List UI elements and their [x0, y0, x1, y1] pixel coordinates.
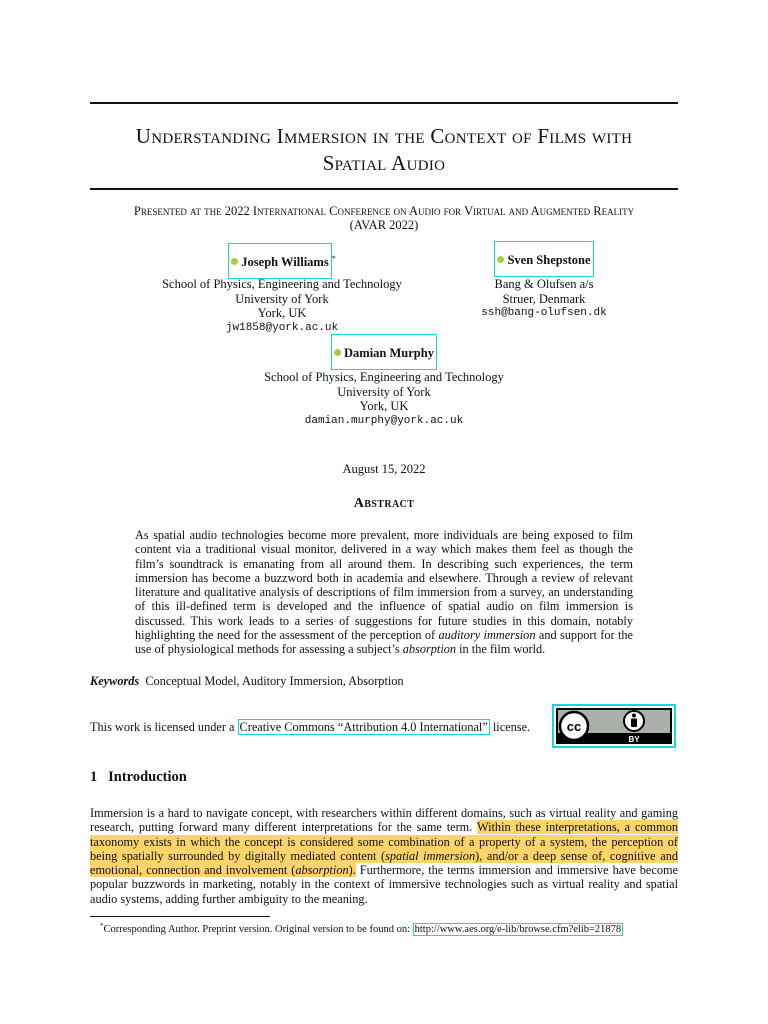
highlight-annotation[interactable]: Within these interpretations, a common taxonomy exists in which the concept is considered some combination of a property of a system, the perception of being spatially surrounded by digitally mediated content (spatial immersion), and/or a deep sense of, cognitive and emotional, connection and involvement (absorption).: [90, 820, 678, 878]
title-line-2: Spatial Audio: [322, 151, 446, 175]
footnote: *Corresponding Author. Preprint version. Original version to be found on: http://www.aes.org/e-lib/browse.cfm?elib=21878: [100, 922, 622, 935]
author-institution: University of York: [235, 291, 329, 306]
author-name-shepstone[interactable]: Sven Shepstone: [494, 241, 593, 277]
footnote-link[interactable]: http://www.aes.org/e-lib/browse.cfm?elib=21878: [414, 924, 622, 935]
author-email[interactable]: damian.murphy@york.ac.uk: [304, 414, 464, 427]
author-name-murphy[interactable]: Damian Murphy: [331, 334, 437, 370]
paper-date: August 15, 2022: [342, 462, 426, 476]
license-line: This work is licensed under a Creative Commons “Attribution 4.0 International” license.: [90, 720, 531, 734]
title-bottom-rule: [90, 188, 678, 190]
keywords: [90, 674, 678, 688]
paper-title: [0, 124, 768, 176]
presented-at: [0, 204, 768, 232]
orcid-icon[interactable]: [497, 256, 504, 263]
cc-by-label: BY: [628, 735, 640, 744]
top-rule: [90, 102, 678, 104]
presented-line-2: (AVAR 2022): [349, 218, 419, 232]
author-location: York, UK: [257, 306, 307, 320]
author-email[interactable]: ssh@bang-olufsen.dk: [481, 307, 607, 319]
footnote-rule: [90, 916, 270, 917]
author-block-williams: [132, 241, 432, 335]
license-link[interactable]: Creative Commons “Attribution 4.0 International”: [239, 720, 488, 734]
author-location: Struer, Denmark: [502, 291, 586, 306]
author-location: York, UK: [359, 399, 409, 413]
section-heading: [90, 770, 678, 784]
author-affiliation: Bang & Olufsen a/s: [494, 277, 594, 291]
author-name-williams[interactable]: Joseph Williams: [228, 243, 331, 279]
corresponding-marker: *: [331, 254, 336, 263]
author-institution: University of York: [337, 384, 431, 399]
title-line-1: Understanding Immersion in the Context of Films with: [135, 124, 633, 148]
orcid-icon[interactable]: [231, 258, 238, 265]
author-affiliation: School of Physics, Engineering and Technology: [162, 277, 402, 291]
section-title: Introduction: [108, 769, 187, 785]
author-block-murphy: [234, 334, 534, 428]
svg-text:cc: cc: [566, 719, 582, 734]
author-affiliation: School of Physics, Engineering and Technology: [264, 370, 504, 384]
author-block-shepstone: [444, 241, 644, 321]
keywords-label: Keywords: [90, 674, 140, 688]
keywords-text: Conceptual Model, Auditory Immersion, Absorption: [145, 674, 404, 688]
author-email[interactable]: jw1858@york.ac.uk: [225, 321, 339, 334]
section-number: 1: [90, 769, 98, 785]
abstract-heading: Abstract: [353, 496, 415, 511]
abstract-text: As spatial audio technologies become more prevalent, more individuals are being exposed to film content via a traditional visual monitor, delivered in a way which makes them feel as though the film’s soundtrack is emanating from all around them. In describing such experiences, the term immersion has become a buzzword both in academia and elsewhere. Through a review of relevant literature and qualitative analysis of descriptions of film immersion from a survey, an understanding of this ill-defined term is developed and the influence of spatial audio on film immersion is discussed. This work leads to a series of suggestions for future studies in this domain, notably highlighting the need for the assessment of the perception of auditory immersion and support for the use of physiological methods for assessing a subject’s absorption in the film world.: [135, 528, 633, 657]
cc-by-icon: [554, 706, 674, 746]
cc-by-badge[interactable]: [552, 704, 676, 748]
intro-paragraph: Immersion is a hard to navigate concept, with researchers within different domains, such as virtual reality and gaming research, putting forward many different interpretations for the same term. Within these interpretations, a common taxonomy exists in which the concept is considered some combination of a property of a system, the perception of being spatially surrounded by digitally mediated content (spatial immersion), and/or a deep sense of, cognitive and emotional, connection and involvement (absorption). Furthermore, the terms immersion and immersive have become popular buzzwords in marketing, notably in the context of immersive technologies such as virtual reality and spatial audio systems, adding further ambiguity to the meaning.: [90, 806, 678, 906]
presented-line-1: Presented at the 2022 International Conference on Audio for Virtual and Augmented Reality: [133, 204, 635, 218]
orcid-icon[interactable]: [334, 349, 341, 356]
